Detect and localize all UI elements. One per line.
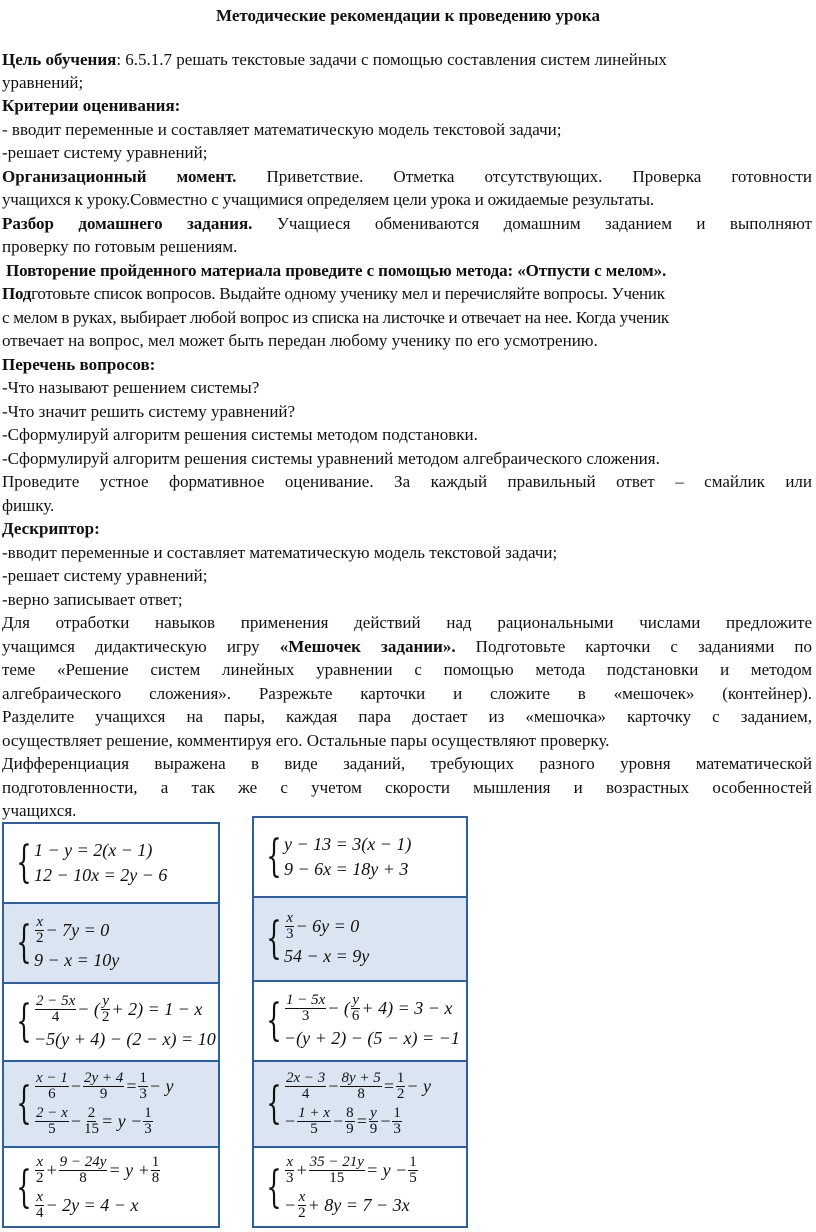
equation: 1 − y = 2(x − 1): [34, 840, 153, 860]
goal-text: : 6.5.1.7 решать текстовые задачи с помощью составления систем линейных: [116, 50, 667, 69]
game-line-2: [2, 635, 812, 658]
equation: $\frac{x}{2}$ + $\frac{9 - 24y}{8}$ = y + $\frac{1}{8}$: [36, 1154, 160, 1186]
descriptor-item: -вводит переменные и составляет математическую модель текстовой задачи;: [2, 543, 558, 562]
game-line-4: алгебраического сложения». Разрежьте карточки и сложите в «мешочек» (контейнер).: [2, 684, 812, 703]
goal-line-2: уравнений;: [2, 73, 84, 92]
descriptor-label: Дескриптор:: [2, 519, 100, 538]
org-text: Приветствие. Отметка отсутствующих. Проверка готовности: [236, 167, 813, 186]
equation: −(y + 2) − (5 − x) = −1: [284, 1028, 460, 1048]
equation: y − 13 = 3(x − 1): [284, 834, 412, 854]
hw-text: Учащиеся обмениваются домашним заданием и выполняют: [252, 214, 812, 233]
hw-line-2: проверку по готовым решениям.: [2, 237, 238, 256]
diff-line-2: подготовленности, а так же с учетом скорости мышления и возрастных особенностей: [2, 778, 812, 797]
game-line-3: теме «Решение систем линейных уравнении с помощью метода подстановки и методом: [2, 660, 812, 679]
repetition-line-3: отвечает на вопрос, мел может быть передан любому ученику по его усмотрению.: [2, 331, 598, 350]
diff-line-1: Дифференциация выражена в виде заданий, требующих разного уровня математической: [2, 754, 812, 773]
task-card: { $\frac{1 - 5x}{3}$ − ( $\frac{y}{6}$ + 4) = 3 − x −(y + 2) − (5 − x) = −1: [254, 982, 466, 1062]
equation: $\frac{x}{3}$ − 6y = 0: [286, 910, 360, 942]
task-card: { $\frac{x}{3}$ + $\frac{35 - 21y}{15}$ = y − $\frac{1}{5}$ − $\frac{x}{2}$ + 8y = 7 − 3x: [266, 1154, 417, 1221]
descriptor-item: -решает систему уравнений;: [2, 566, 208, 585]
game-line-6: осуществляет решение, комментируя его. Остальные пары осуществляют проверку.: [2, 731, 610, 750]
equation: $\frac{2x - 3}{4}$ − $\frac{8y + 5}{8}$ = $\frac{1}{2}$ − y: [286, 1070, 432, 1102]
question-item: -Сформулируй алгоритм решения системы методом подстановки.: [2, 425, 478, 444]
repetition-text: готовьте список вопросов. Выдайте одному ученику мел и перечисляйте вопросы. Ученик: [31, 284, 665, 303]
task-card: { y − 13 = 3(x − 1) 9 − 6x = 18y + 3: [254, 818, 466, 898]
game-text: учащимся дидактическую игру: [2, 637, 280, 656]
task-card: { 1 − y = 2(x − 1) 12 − 10x = 2y − 6: [4, 824, 218, 904]
repetition-line-2: с мелом в руках, выбирает любой вопрос из списка на листочке и отвечает на нее. Когда ученик: [2, 308, 669, 327]
task-card: { $\frac{x - 1}{6}$ − $\frac{2y + 4}{9}$ = $\frac{1}{3}$ − y $\frac{2 - x}{5}$ − $\frac{2}{15}$ = y − $\frac{1}{3}$: [4, 1062, 218, 1148]
game-name: «Мешочек задании».: [279, 637, 456, 656]
org-line-1: [2, 165, 812, 188]
descriptor-item: -верно записывает ответ;: [2, 590, 183, 609]
criteria-label: Критерии оценивания:: [2, 96, 181, 115]
oral-line-1: Проведите устное формативное оценивание. За каждый правильный ответ – смайлик или: [2, 472, 812, 491]
goal-line-1: [2, 48, 812, 71]
equation: 54 − x = 9y: [284, 946, 370, 966]
equation: $\frac{x}{2}$ − 7y = 0: [36, 914, 110, 946]
hw-label: Разбор домашнего задания.: [2, 214, 253, 233]
questions-label: Перечень вопросов:: [2, 355, 156, 374]
equation: −5(y + 4) − (2 − x) = 10: [34, 1029, 216, 1049]
repetition-line-1: [2, 282, 812, 305]
equation: $\frac{2 - x}{5}$ − $\frac{2}{15}$ = y − $\frac{1}{3}$: [36, 1105, 152, 1137]
equation: − $\frac{1 + x}{5}$ − $\frac{8}{9}$ = $\frac{y}{9}$ − $\frac{1}{3}$: [284, 1105, 401, 1137]
task-card: { $\frac{x}{3}$ − 6y = 0 54 − x = 9y: [254, 898, 466, 982]
equation: $\frac{x}{3}$ + $\frac{35 - 21y}{15}$ = y − $\frac{1}{5}$: [286, 1154, 417, 1186]
task-card: { $\frac{x}{2}$ + $\frac{9 - 24y}{8}$ = y + $\frac{1}{8}$ $\frac{x}{4}$ − 2y = 4 − x: [16, 1154, 160, 1221]
task-cards-right: [252, 816, 468, 1228]
equation: − $\frac{x}{2}$ + 8y = 7 − 3x: [284, 1189, 410, 1221]
criteria-item: - вводит переменные и составляет математическую модель текстовой задачи;: [2, 120, 562, 139]
equation: $\frac{x - 1}{6}$ − $\frac{2y + 4}{9}$ = $\frac{1}{3}$ − y: [36, 1070, 174, 1102]
equation: 12 − 10x = 2y − 6: [34, 865, 168, 885]
equation: $\frac{2 - 5x}{4}$ − ( $\frac{y}{2}$ + 2) = 1 − x: [36, 993, 203, 1025]
task-card: { $\frac{2x - 3}{4}$ − $\frac{8y + 5}{8}$ = $\frac{1}{2}$ − y − $\frac{1 + x}{5}$ − $\frac{8}{9}$ = $\frac{y}{9}$ − $\frac{1}{3}$: [254, 1062, 466, 1148]
equation: $\frac{x}{4}$ − 2y = 4 − x: [36, 1189, 139, 1221]
hw-line-1: [2, 212, 812, 235]
task-card: { $\frac{x}{2}$ − 7y = 0 9 − x = 10y: [4, 904, 218, 984]
task-cards-left: [2, 822, 220, 1228]
question-item: -Что значит решить систему уравнений?: [2, 402, 296, 421]
equation: 9 − 6x = 18y + 3: [284, 859, 409, 879]
equation: $\frac{1 - 5x}{3}$ − ( $\frac{y}{6}$ + 4) = 3 − x: [286, 992, 453, 1024]
org-line-2: учащихся к уроку.Совместно с учащимися определяем цели урока и ожидаемые результаты.: [2, 190, 654, 209]
game-line-5: Разделите учащихся на пары, каждая пара достает из «мешочка» карточку с заданием,: [2, 707, 812, 726]
document-title: Методические рекомендации к проведению урока: [216, 6, 600, 25]
task-card: { $\frac{2 - 5x}{4}$ − ( $\frac{y}{2}$ + 2) = 1 − x −5(y + 4) − (2 − x) = 10: [4, 984, 218, 1062]
question-item: -Сформулируй алгоритм решения системы уравнений методом алгебраического сложения.: [2, 449, 660, 468]
oral-line-2: фишку.: [2, 496, 55, 515]
goal-label: Цель обучения: [2, 50, 117, 69]
equation: 9 − x = 10y: [34, 950, 120, 970]
repetition-lead: Под: [2, 284, 32, 303]
game-line-1: Для отработки навыков применения действий над рациональными числами предложите: [2, 613, 812, 632]
question-item: -Что называют решением системы?: [2, 378, 260, 397]
criteria-item: -решает систему уравнений;: [2, 143, 208, 162]
diff-line-3: учащихся.: [2, 801, 77, 820]
repetition-label: Повторение пройденного материала проведите с помощью метода: «Отпусти с мелом».: [6, 261, 667, 280]
org-label: Организационный момент.: [2, 167, 237, 186]
game-text: Подготовьте карточки с заданиями по: [455, 637, 812, 656]
